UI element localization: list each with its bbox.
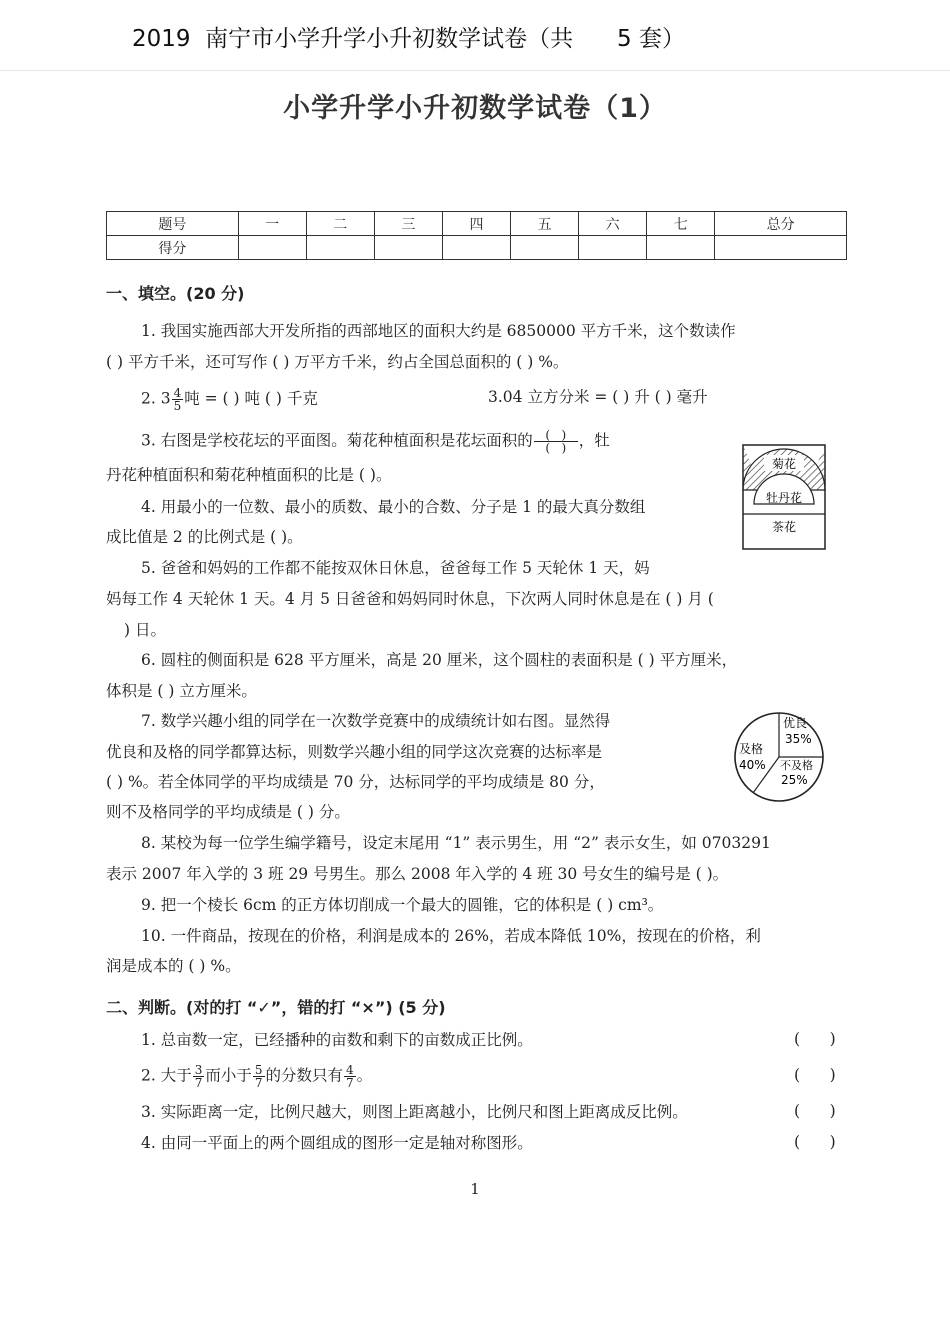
score-entry-cell[interactable] (442, 236, 510, 260)
score-pie-chart (733, 711, 825, 803)
flowerbed-diagram (742, 444, 826, 550)
section2-heading: 二、判断。(对的打 “✓”，错的打 “×”) (5 分) (106, 998, 446, 1017)
fraction-numerator: 4 (346, 1063, 354, 1077)
question-2-prefix: 2. 3 (141, 389, 171, 408)
score-entry-cell[interactable] (511, 236, 579, 260)
fraction-numerator: 4 (173, 386, 182, 400)
question-9: 9. 把一个棱长 6cm 的正方体切削成一个最大的圆锥，它的体积是 ( ) cm³。 (141, 896, 664, 914)
score-entry-cell[interactable] (374, 236, 442, 260)
flowerbed-label-chrysanthemum: 菊花 (771, 457, 797, 471)
fraction (193, 1064, 205, 1089)
question-5-line-3: ) 日。 (124, 621, 166, 639)
pie-label-excellent: 优良 (783, 716, 808, 730)
score-entry-cell[interactable] (306, 236, 374, 260)
score-table-score-row (107, 236, 847, 260)
question-2-part-1: 吨 = ( ) 吨 ( ) 千克 (184, 389, 318, 408)
question-4-line-2: 成比值是 2 的比例式是 ( )。 (106, 528, 303, 546)
question-5-line-2: 妈每工作 4 天轮休 1 天。4 月 5 日爸爸和妈妈同时休息，下次两人同时休息是在 ( ) 月 ( (106, 590, 714, 608)
answer-bracket[interactable]: ( ) (794, 1030, 836, 1048)
score-cell: 七 (647, 212, 715, 236)
question-3-text: 3. 右图是学校花坛的平面图。菊花种植面积是花坛面积的 (141, 431, 533, 450)
score-cell: 四 (442, 212, 510, 236)
exam-title: 小学升学小升初数学试卷（1） (283, 93, 667, 124)
fraction-numerator: 5 (254, 1063, 263, 1077)
score-entry-cell[interactable] (647, 236, 715, 260)
fraction-denominator: 7 (194, 1076, 203, 1090)
question-7-line-4: 则不及格同学的平均成绩是 ( ) 分。 (106, 803, 350, 821)
question-5-line-1: 5. 爸爸和妈妈的工作都不能按双休日休息，爸爸每工作 5 天轮休 1 天，妈 (141, 559, 650, 577)
answer-bracket[interactable]: ( ) (794, 1133, 836, 1151)
score-entry-cell[interactable] (238, 236, 306, 260)
pie-label-pass: 及格 (739, 742, 764, 756)
judge-question-4: 4. 由同一平面上的两个圆组成的图形一定是轴对称图形。 (141, 1134, 533, 1152)
fraction-denominator: 5 (173, 399, 182, 413)
pie-label-fail: 不及格 (780, 759, 813, 772)
flowerbed-label-camellia: 茶花 (771, 520, 797, 534)
question-7-line-2: 优良和及格的同学都算达标，则数学兴趣小组的同学这次竞赛的达标率是 (106, 743, 603, 761)
fraction-numerator: 3 (194, 1063, 203, 1077)
document-header (0, 0, 950, 71)
question-7-line-1: 7. 数学兴趣小组的同学在一次数学竞赛中的成绩统计如右图。显然得 (141, 712, 611, 730)
score-entry-cell[interactable] (715, 236, 847, 260)
fraction (253, 1064, 265, 1089)
judge-question-3: 3. 实际距离一定，比例尺越大，则图上距离越小，比例尺和图上距离成反比例。 (141, 1103, 688, 1121)
judge-question-2 (141, 1064, 372, 1089)
question-6-line-2: 体积是 ( ) 立方厘米。 (106, 682, 257, 700)
score-cell: 总分 (715, 212, 847, 236)
score-cell: 一 (238, 212, 306, 236)
flowerbed-label-peony: 牡丹花 (765, 491, 803, 505)
score-row-label: 得分 (107, 236, 239, 260)
question-4-line-1: 4. 用最小的一位数、最小的质数、最小的合数、分子是 1 的最大真分数组 (141, 498, 646, 516)
question-8-line-1: 8. 某校为每一位学生编学籍号，设定末尾用 “1” 表示男生，用 “2” 表示女生，如 0703291 (141, 834, 771, 852)
question-3-line-1 (141, 429, 610, 454)
pie-value-pass: 40% (739, 758, 766, 772)
score-cell: 五 (511, 212, 579, 236)
question-2 (141, 387, 318, 412)
judge-2-text: 的分数只有 (265, 1066, 344, 1085)
fraction-denominator: 7 (254, 1076, 263, 1090)
score-cell: 六 (579, 212, 647, 236)
judge-2-text: 而小于 (205, 1066, 252, 1085)
question-7-line-3: ( ) %。若全体同学的平均成绩是 70 分，达标同学的平均成绩是 80 分， (106, 773, 605, 791)
answer-bracket[interactable]: ( ) (794, 1102, 836, 1120)
question-2-part-2: 3.04 立方分米 = ( ) 升 ( ) 毫升 (488, 388, 708, 406)
question-10-line-1: 10. 一件商品，按现在的价格，利润是成本的 26%，若成本降低 10%，按现在的价格，利 (141, 927, 761, 945)
fraction (344, 1064, 356, 1089)
question-3-line-2: 丹花种植面积和菊花种植面积的比是 ( )。 (106, 466, 392, 484)
score-cell: 题号 (107, 212, 239, 236)
pie-value-fail: 25% (781, 773, 808, 787)
question-10-line-2: 润是成本的 ( ) %。 (106, 957, 241, 975)
header-title: 2019 南宁市小学升学小升初数学试卷（共 5 套） (132, 26, 685, 52)
section1-heading: 一、填空。(20 分) (106, 284, 245, 303)
question-1-line-1: 1. 我国实施西部大开发所指的西部地区的面积大约是 6850000 平方千米，这个数读作 (141, 322, 736, 340)
question-3-tail: ，牡 (578, 431, 610, 450)
judge-2-text: 。 (356, 1066, 373, 1085)
fraction-denominator: 7 (346, 1076, 354, 1090)
blank-fraction[interactable]: $\frac{( )}{( )}$ (534, 429, 578, 454)
judge-question-1: 1. 总亩数一定，已经播种的亩数和剩下的亩数成正比例。 (141, 1031, 533, 1049)
question-8-line-2: 表示 2007 年入学的 3 班 29 号男生。那么 2008 年入学的 4 班 30 号女生的编号是 ( )。 (106, 865, 729, 883)
page-number: 1 (470, 1180, 480, 1198)
answer-bracket[interactable]: ( ) (794, 1066, 836, 1084)
judge-2-text: 2. 大于 (141, 1066, 192, 1085)
score-cell: 二 (306, 212, 374, 236)
fraction (172, 387, 184, 412)
question-6-line-1: 6. 圆柱的侧面积是 628 平方厘米，高是 20 厘米，这个圆柱的表面积是 ( ) 平方厘米， (141, 651, 738, 669)
pie-value-excellent: 35% (785, 732, 812, 746)
score-table-header-row (107, 212, 847, 236)
score-entry-cell[interactable] (579, 236, 647, 260)
score-cell: 三 (374, 212, 442, 236)
question-1-line-2: ( ) 平方千米，还可写作 ( ) 万平方千米，约占全国总面积的 ( ) %。 (106, 353, 569, 371)
score-table (106, 211, 847, 260)
